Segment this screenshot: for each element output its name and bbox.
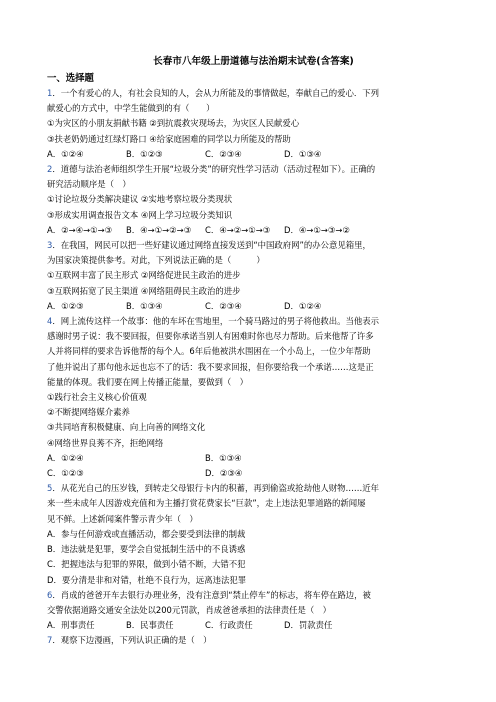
question-6-stem-line [47,588,460,603]
question-1-stem-line [47,86,460,101]
option-c: C．①②③ [47,468,84,479]
option-c: C．④→②→①→③ [205,224,271,235]
question-3-statement-line: ①互联网丰富了民主形式 ②网络促进民主政治的进步 [47,270,241,281]
option-c: C．②③④ [205,300,242,311]
question-2-stem-line [47,162,460,177]
question-6 [47,588,460,634]
question-4-stem-line: 人并将同样的要求告诉他帮的每个人。6年后他被洪水围困在一个小岛上，一位少年帮助 [47,346,371,357]
question-text: ．从花光自己的压岁钱，到转走父母银行卡内的积蓄，再到偷盗或抢劫他人财物……近年 [52,483,379,494]
question-5-stem-line [47,481,460,496]
option-c: C．行政责任 [205,620,253,631]
exam-title: 长春市八年级上册道德与法治期末试卷(含答案) [153,56,354,67]
option-c: C．把握违法与犯罪的界限，做到小错不断，大错不犯 [47,559,246,570]
question-4-options-row-2 [47,466,460,481]
option-d: D．①③④ [284,148,322,159]
question-3-options [47,299,460,314]
question-2-options [47,223,460,238]
question-6-stem-line: 交警依据道路交通安全法处以200元罚款，肖成爸爸承担的法律责任是（ ） [47,604,331,615]
question-number: 7 [47,635,53,646]
question-5 [47,481,460,587]
option-a: A．①②④ [47,452,84,463]
option-b: B．①③④ [205,452,242,463]
question-text: ．一个有爱心的人，有社会良知的人，会从力所能及的事情做起，奉献自己的爱心．下列 [52,88,379,98]
option-a: A．①②③ [47,300,84,311]
question-3-stem-line: 为国家决策提供参考。对此，下列说法正确的是（ ） [47,255,265,266]
section-heading: 一、选择题 [47,73,94,84]
question-text: ．肖成的爸爸开车去银行办理业务，没有注意到“禁止停车”的标志，将车停在路边，被 [52,589,371,600]
option-c: C．②③④ [205,148,242,159]
option-a: A．②→④→①→③ [47,224,113,235]
option-b: B．④→①→②→③ [126,224,192,235]
question-4 [47,314,460,481]
question-5-stem-line: 见不鲜。上述新闻案件警示青少年（ ） [47,513,198,524]
question-4-statement-line: ②不断提网络媒介素养 [47,407,130,418]
option-d: D．要分清是非和对错，杜绝不良行为，远离违法犯罪 [47,574,247,585]
option-a: A．①②④ [47,148,84,159]
question-text: ．观察下边漫画，下列认识正确的是（ ） [52,635,212,646]
question-3 [47,238,460,314]
question-2-statement-line: ③形成实用调查报告文本 ④网上学习垃圾分类知识 [47,209,233,220]
question-3-stem-line [47,238,460,253]
question-1 [47,86,460,162]
question-4-stem-line [47,314,460,329]
option-d: D．罚款责任 [284,620,333,631]
question-5-stem-line: 来一些未成年人因游戏充值和为主播打赏花费家长“巨款”，走上违法犯罪道路的新闻屡 [47,498,366,509]
question-6-options [47,618,460,633]
option-b: B．违法就是犯罪，要学会自觉抵制生活中的不良诱惑 [47,544,246,555]
option-d: D．①②④ [284,300,322,311]
question-number: 6 [47,589,53,600]
question-1-statement-line: ①为灾区的小朋友捐献书籍 ②到抗震救灾现场去，为灾区人民献爱心 [47,118,300,129]
option-b: B．①②③ [126,148,163,159]
option-b: B．民事责任 [126,620,174,631]
question-1-options [47,147,460,162]
option-d: D．④→①→③→② [284,224,350,235]
question-text: ．在我国，网民可以把一些好建议通过网络直接发送到“中国政府网”的办公意见箱里， [52,240,371,251]
question-number: 2 [47,164,53,175]
option-a: A．刑事责任 [47,620,95,631]
question-number: 3 [47,240,53,251]
question-2 [47,162,460,238]
question-number: 1 [47,88,53,98]
question-number: 4 [47,316,53,327]
option-b: B．①③④ [126,300,163,311]
question-number: 5 [47,483,53,494]
option-a: A．参与任何游戏或直播活动，都会要受到法律的制裁 [47,528,246,539]
question-4-statement-line: ①践行社会主义核心价值观 [47,392,147,403]
question-4-options-row-1 [47,451,460,466]
question-4-stem-line: 能量的体现。我们要在网上传播正能量，要做到（ ） [47,376,248,387]
question-1-stem-line: 献爱心的方式中，中学生能做到的有（ ） [47,103,215,114]
question-4-stem-line: 了他并说出了那句他永远也忘不了的话：我不要求回报，但你要给我一个承诺……这是正 [47,361,374,372]
question-2-stem-line: 研究活动顺序是（ ） [47,179,131,190]
question-4-statement-line: ③共同培育积极健康、向上向善的网络文化 [47,422,206,433]
question-7 [47,633,460,648]
question-3-statement-line: ③互联网拓宽了民主渠道 ④网络阻碍民主政治的进步 [47,285,241,296]
question-1-statement-line: ③扶老奶奶通过红绿灯路口 ④给家庭困难的同学以力所能及的帮助 [47,133,291,144]
question-text: ．道德与法治老师组织学生开展“垃圾分类”的研究性学习活动（活动过程如下）。正确的 [52,164,376,175]
option-d: D．②③④ [205,468,243,479]
question-4-statement-line: ④网络世界良莠不齐，拒绝网络 [47,437,164,448]
question-text: ．网上流传这样一个故事：他的车坏在雪地里，一个骑马路过的男子将他救出。当他表示 [52,316,379,327]
question-4-stem-line: 感谢时男子说：我不要回报，但要你承诺当别人有困难时你也尽力帮助。后来他帮了许多 [47,331,374,342]
question-7-stem-line [47,633,460,648]
question-2-statement-line: ①讨论垃圾分类解决建议 ②实地考察垃圾分类现状 [47,194,233,205]
